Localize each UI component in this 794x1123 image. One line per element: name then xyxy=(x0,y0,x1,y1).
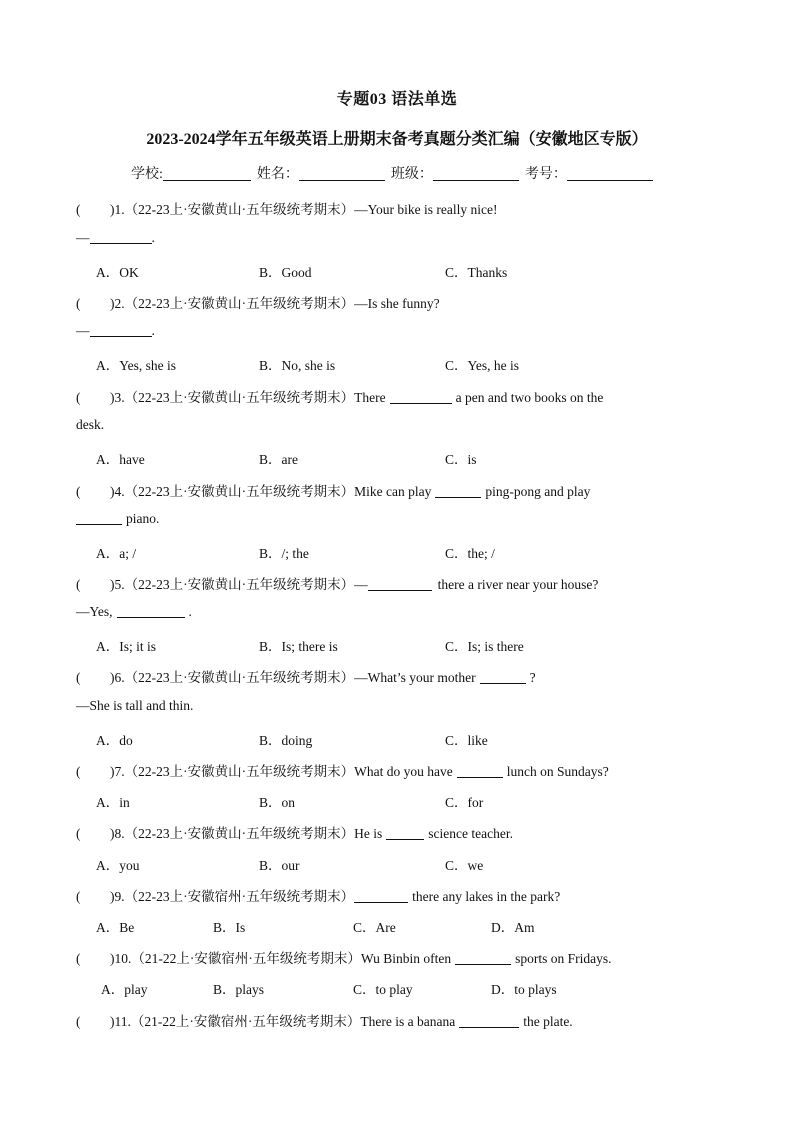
question-6: ( )6.（22-23上·安徽黄山·五年级统考期末）—What’s your mother ? xyxy=(76,670,536,685)
question-1-answer-line: — . xyxy=(76,230,155,245)
option-b[interactable]: B．/; the xyxy=(259,546,309,561)
option-c[interactable]: C．Are xyxy=(353,920,396,935)
question-1: ( )1.（22-23上·安徽黄山·五年级统考期末）—Your bike is really nice! xyxy=(76,202,498,217)
option-b[interactable]: B．are xyxy=(259,452,298,467)
option-a[interactable]: A．Is; it is xyxy=(96,639,157,654)
answer-blank[interactable] xyxy=(76,512,122,525)
option-c[interactable]: C．for xyxy=(445,795,484,810)
option-d[interactable]: D．to plays xyxy=(491,982,557,997)
exam-no-label: 考号： xyxy=(524,167,567,182)
question-3: ( )3.（22-23上·安徽黄山·五年级统考期末）There a pen and two books on the xyxy=(76,390,604,405)
option-b[interactable]: B．Good xyxy=(259,265,312,280)
option-a[interactable]: A．have xyxy=(96,452,145,467)
answer-blank[interactable] xyxy=(459,1015,519,1028)
class-blank[interactable] xyxy=(433,166,519,181)
option-c[interactable]: C．Yes, he is xyxy=(445,358,520,373)
option-a[interactable]: A．a; / xyxy=(96,546,137,561)
question-3-continued: desk. xyxy=(76,417,105,432)
question-source: （22-23上·安徽黄山·五年级统考期末） xyxy=(124,202,355,217)
question-7: ( )7.（22-23上·安徽黄山·五年级统考期末）What do you have lunch on Sundays? xyxy=(76,764,609,779)
answer-blank[interactable] xyxy=(90,324,152,337)
answer-blank[interactable] xyxy=(390,391,452,404)
question-5-answer-line: —Yes, . xyxy=(76,604,192,619)
answer-blank[interactable] xyxy=(457,765,503,778)
answer-blank[interactable] xyxy=(386,827,424,840)
answer-blank[interactable] xyxy=(90,231,152,244)
question-10: ( )10.（21-22上·安徽宿州·五年级统考期末）Wu Binbin often sports on Fridays. xyxy=(76,951,612,966)
answer-blank[interactable] xyxy=(354,890,408,903)
question-stem: —Your bike is really nice! xyxy=(354,202,498,217)
question-11: ( )11.（21-22上·安徽宿州·五年级统考期末）There is a banana the plate. xyxy=(76,1014,573,1029)
question-5: ( )5.（22-23上·安徽黄山·五年级统考期末）— there a river near your house? xyxy=(76,577,599,592)
answer-blank[interactable] xyxy=(455,952,511,965)
option-c[interactable]: C．to play xyxy=(353,982,413,997)
name-blank[interactable] xyxy=(299,166,385,181)
answer-blank[interactable] xyxy=(117,605,185,618)
option-c[interactable]: C．is xyxy=(445,452,477,467)
student-info-line xyxy=(131,163,659,183)
option-b[interactable]: B．our xyxy=(259,858,300,873)
question-4: ( )4.（22-23上·安徽黄山·五年级统考期末）Mike can play ping-pong and play xyxy=(76,484,591,499)
answer-blank[interactable] xyxy=(480,671,526,684)
option-a[interactable]: A．you xyxy=(96,858,140,873)
answer-blank[interactable] xyxy=(368,578,432,591)
option-b[interactable]: B．Is xyxy=(213,920,246,935)
question-2: ( )2.（22-23上·安徽黄山·五年级统考期末）—Is she funny? xyxy=(76,296,440,311)
question-6-answer-line: —She is tall and thin. xyxy=(76,698,194,713)
option-a[interactable]: A．play xyxy=(101,982,148,997)
option-a[interactable]: A．in xyxy=(96,795,130,810)
page-title: 专题03 语法单选 xyxy=(336,91,458,108)
question-number: )1. xyxy=(110,202,125,217)
option-d[interactable]: D．Am xyxy=(491,920,535,935)
option-a[interactable]: A．Yes, she is xyxy=(96,358,177,373)
exam-no-blank[interactable] xyxy=(567,166,653,181)
option-b[interactable]: B．No, she is xyxy=(259,358,336,373)
option-c[interactable]: C．the; / xyxy=(445,546,495,561)
class-label: 班级： xyxy=(390,167,433,182)
school-label: 学校: xyxy=(131,167,163,182)
option-c[interactable]: C．we xyxy=(445,858,484,873)
option-b[interactable]: B．Is; there is xyxy=(259,639,338,654)
option-c[interactable]: C．Is; is there xyxy=(445,639,524,654)
option-b[interactable]: B．on xyxy=(259,795,296,810)
question-2-answer-line: — . xyxy=(76,323,155,338)
page-subtitle: 2023-2024学年五年级英语上册期末备考真题分类汇编（安徽地区专版） xyxy=(146,131,648,148)
option-b[interactable]: B．plays xyxy=(213,982,265,997)
answer-blank[interactable] xyxy=(435,485,481,498)
option-c[interactable]: C．Thanks xyxy=(445,265,508,280)
question-4-continued: piano. xyxy=(76,511,159,527)
option-c[interactable]: C．like xyxy=(445,733,488,748)
option-a[interactable]: A．Be xyxy=(96,920,135,935)
option-a[interactable]: A．OK xyxy=(96,265,139,280)
school-blank[interactable] xyxy=(163,166,251,181)
question-8: ( )8.（22-23上·安徽黄山·五年级统考期末）He is science teacher. xyxy=(76,826,513,841)
option-a[interactable]: A．do xyxy=(96,733,133,748)
question-9: ( )9.（22-23上·安徽宿州·五年级统考期末） there any lakes in the park? xyxy=(76,889,561,904)
name-label: 姓名： xyxy=(256,167,299,182)
option-b[interactable]: B．doing xyxy=(259,733,313,748)
